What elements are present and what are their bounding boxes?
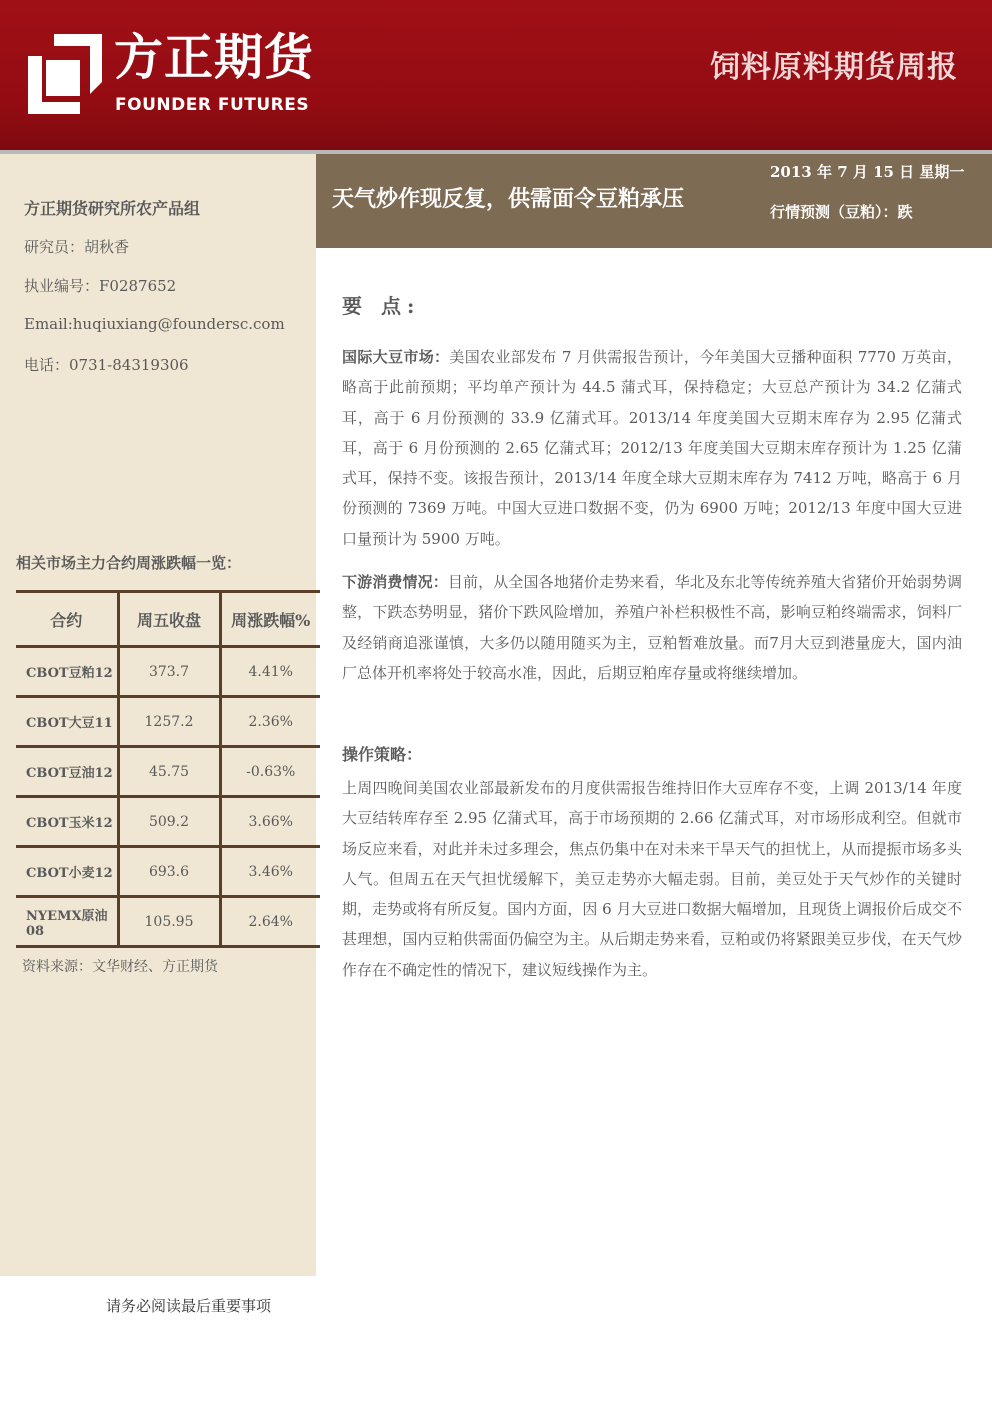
- table-row: [16, 647, 320, 697]
- change-cell: 3.66%: [220, 797, 320, 847]
- table-row: [16, 897, 320, 947]
- close-cell: 45.75: [118, 747, 220, 797]
- close-cell: 1257.2: [118, 697, 220, 747]
- sidebar: [0, 154, 316, 1276]
- table-row: [16, 697, 320, 747]
- change-cell: 4.41%: [220, 647, 320, 697]
- change-cell: -0.63%: [220, 747, 320, 797]
- close-cell: 693.6: [118, 847, 220, 897]
- downstream-paragraph: [342, 567, 962, 688]
- table-row: [16, 797, 320, 847]
- weekly-change-table: [16, 590, 320, 948]
- table-row: [16, 747, 320, 797]
- strategy-title: 操作策略：: [342, 745, 423, 764]
- column-header: 周五收盘: [118, 592, 220, 647]
- key-points-title: 要 点:: [342, 294, 421, 318]
- market-forecast: 行情预测（豆粕）：跌: [770, 203, 913, 221]
- paragraph-lead: 国际大豆市场：: [342, 348, 450, 366]
- title-band: [316, 154, 992, 248]
- contact-email: Email:huqiuxiang@foundersc.com: [24, 315, 285, 333]
- research-group: 方正期货研究所农产品组: [24, 199, 201, 218]
- close-cell: 509.2: [118, 797, 220, 847]
- contract-cell: NYEMX原油08: [16, 897, 118, 947]
- data-source: 资料来源：文华财经、方正期货: [22, 959, 218, 975]
- report-header: [0, 0, 992, 154]
- intl-soybean-paragraph: [342, 342, 962, 554]
- founder-logo-icon: [28, 34, 102, 114]
- close-cell: 373.7: [118, 647, 220, 697]
- strategy-paragraph: 上周四晚间美国农业部最新发布的月度供需报告维持旧作大豆库存不变，上调 2013/14 年度大豆结转库存至 2.95 亿蒲式耳，高于市场预期的 2.66 亿蒲式耳，对市场形成利空。但就市场反应来看，对此并未过多理会，焦点仍集中在对未来干旱天气的担忧上，从而提振市场多头人气。但周五在天气担忧缓解下，美豆走势亦大幅走弱。目前，美豆处于天气炒作的关键时期，走势或将有所反复。国内方面，因 6 月大豆进口数据大幅增加，且现货上调报价后成交不甚理想，国内豆粕供需面仍偏空为主。从后期走势来看，豆粕或仍将紧跟美豆步伐，在天气炒作存在不确定性的情况下，建议短线操作为主。: [342, 779, 962, 979]
- logo-chinese-name: 方正期货: [114, 29, 315, 86]
- report-title: 饲料原料期货周报: [710, 50, 958, 85]
- contract-cell: CBOT豆油12: [16, 747, 118, 797]
- table-header-row: [16, 592, 320, 647]
- contract-cell: CBOT豆粕12: [16, 647, 118, 697]
- contact-phone: 电话：0731-84319306: [24, 356, 189, 374]
- contract-cell: CBOT小麦12: [16, 847, 118, 897]
- headline: 天气炒作现反复，供需面令豆粕承压: [332, 187, 685, 212]
- table-title: 相关市场主力合约周涨跌幅一览：: [16, 554, 242, 572]
- logo-english-name: FOUNDER FUTURES: [115, 95, 310, 115]
- paragraph-text: 目前，从全国各地猪价走势来看，华北及东北等传统养殖大省猪价开始弱势调整，下跌态势明显，猪价下跌风险增加，养殖户补栏积极性不高，影响豆粕终端需求，饲料厂及经销商追涨谨慎，大多仍以随用随买为主，豆粕暂难放量。而7月大豆到港量庞大，国内油厂总体开机率将处于较高水准，因此，后期豆粕库存量或将继续增加。: [342, 573, 962, 682]
- paragraph-text: 美国农业部发布 7 月供需报告预计，今年美国大豆播种面积 7770 万英亩，略高于此前预期；平均单产预计为 44.5 蒲式耳，保持稳定；大豆总产预计为 34.2 亿蒲式耳，高于 6 月份预测的 33.9 亿蒲式耳。2013/14 年度美国大豆期末库存为 2.95 亿蒲式耳，高于 6 月份预测的 2.65 亿蒲式耳；2012/13 年度美国大豆期末库存预计为 1.25 亿蒲式耳，保持不变。该报告预计，2013/14 年度全球大豆期末库存为 7412 万吨，略高于 6 月份预测的 7369 万吨。中国大豆进口数据不变，仍为 6900 万吨；2012/13 年度中国大豆进口量预计为 5900 万吨。: [342, 348, 962, 548]
- column-header: 合约: [16, 592, 118, 647]
- disclaimer-note: 请务必阅读最后重要事项: [106, 1297, 272, 1315]
- change-cell: 3.46%: [220, 847, 320, 897]
- contract-cell: CBOT大豆11: [16, 697, 118, 747]
- column-header: 周涨跌幅%: [220, 592, 320, 647]
- license-number: 执业编号：F0287652: [24, 277, 177, 295]
- report-date: 2013 年 7 月 15 日 星期一: [770, 163, 965, 181]
- table-row: [16, 847, 320, 897]
- change-cell: 2.36%: [220, 697, 320, 747]
- contract-cell: CBOT玉米12: [16, 797, 118, 847]
- change-cell: 2.64%: [220, 897, 320, 947]
- paragraph-lead: 下游消费情况：: [342, 573, 448, 591]
- close-cell: 105.95: [118, 897, 220, 947]
- researcher-name: 研究员：胡秋香: [24, 238, 130, 256]
